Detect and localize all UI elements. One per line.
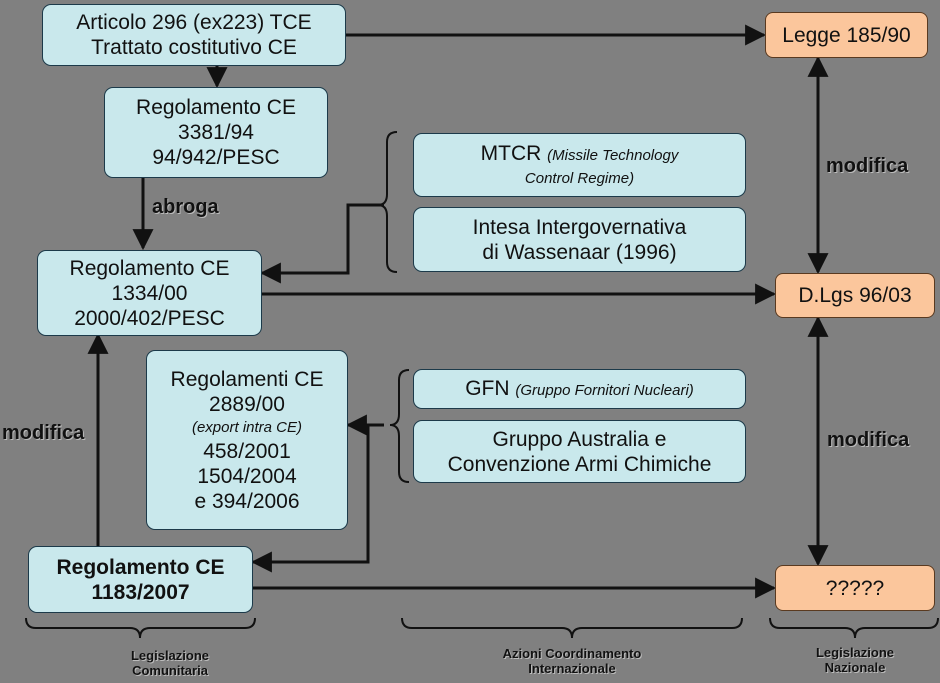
node-wassenaar: [413, 207, 746, 272]
node-articolo-296: [42, 4, 346, 66]
wassenaar-line2: di Wassenaar (1996): [482, 240, 677, 264]
articolo-line1: Articolo 296 (ex223) TCE: [76, 11, 312, 34]
regolamenti-line2: 2889/00: [209, 392, 285, 416]
gfn-detail: (Gruppo Fornitori Nucleari): [515, 381, 694, 399]
mtcr-detail1: (Missile Technology: [547, 146, 679, 164]
caption-comunitaria-line1: Legislazione: [130, 648, 210, 663]
node-regolamento-3381: [104, 87, 328, 178]
label-modifica-right-bottom: modifica: [827, 429, 910, 451]
label-abroga: abroga: [152, 196, 219, 218]
reg1183-line1: Regolamento CE: [56, 555, 225, 579]
dlgs-label: D.Lgs 96/03: [798, 284, 912, 307]
unknown-label: ?????: [825, 576, 885, 600]
australia-line1: Gruppo Australia e: [492, 427, 667, 451]
caption-internazionale-line2: Internazionale: [528, 661, 616, 676]
brace-internazionale: [402, 618, 742, 638]
reg1334-line2: 1334/00: [111, 281, 188, 305]
articolo-line2: Trattato costitutivo CE: [91, 36, 297, 59]
caption-internazionale: [482, 646, 662, 676]
node-mtcr: [413, 133, 746, 197]
mtcr-acronym: MTCR: [480, 141, 542, 165]
mtcr-detail2: Control Regime): [524, 169, 635, 187]
reg1334-line3: 2000/402/PESC: [74, 306, 225, 330]
node-unknown: [775, 565, 935, 611]
regolamenti-line5: 1504/2004: [197, 464, 297, 488]
regolamenti-line6: e 394/2006: [194, 489, 300, 513]
regolamenti-line4: 458/2001: [203, 439, 291, 463]
brace-nazionale: [770, 618, 938, 638]
australia-line2: Convenzione Armi Chimiche: [447, 452, 712, 476]
brace-comunitaria: [26, 618, 255, 638]
regolamenti-line1: Regolamenti CE: [170, 367, 324, 391]
node-legge-185-90: [765, 12, 928, 58]
brace-international-top: [378, 132, 397, 272]
caption-nazionale-line1: Legislazione: [815, 645, 895, 660]
caption-nazionale-line2: Nazionale: [824, 660, 886, 675]
reg3381-line1: Regolamento CE: [136, 96, 296, 119]
node-regolamenti-ce: [146, 350, 348, 530]
label-modifica-left: modifica: [2, 422, 85, 444]
node-dlgs-96-03: [775, 273, 935, 318]
caption-nazionale: [800, 645, 910, 675]
gfn-line: [465, 376, 694, 403]
caption-internazionale-line1: Azioni Coordinamento: [502, 646, 642, 661]
mtcr-line1: [481, 141, 679, 168]
node-gfn: [413, 369, 746, 409]
reg1183-line2: 1183/2007: [91, 580, 190, 604]
reg3381-line2: 3381/94: [178, 121, 254, 144]
reg3381-line3: 94/942/PESC: [152, 146, 280, 169]
caption-comunitaria: [110, 648, 230, 678]
label-modifica-right-top: modifica: [826, 155, 909, 177]
node-gruppo-australia: [413, 420, 746, 483]
node-regolamento-1183: [28, 546, 253, 613]
wassenaar-line1: Intesa Intergovernativa: [472, 215, 687, 239]
reg1334-line1: Regolamento CE: [69, 256, 230, 280]
brace-international-bottom: [390, 370, 409, 482]
arrow-international-to-reg1334: [262, 205, 384, 273]
legge-label: Legge 185/90: [782, 23, 911, 47]
node-regolamento-1334: [37, 250, 262, 336]
caption-comunitaria-line2: Comunitaria: [132, 663, 208, 678]
regolamenti-line3: (export intra CE): [191, 418, 303, 436]
gfn-acronym: GFN: [465, 376, 510, 400]
